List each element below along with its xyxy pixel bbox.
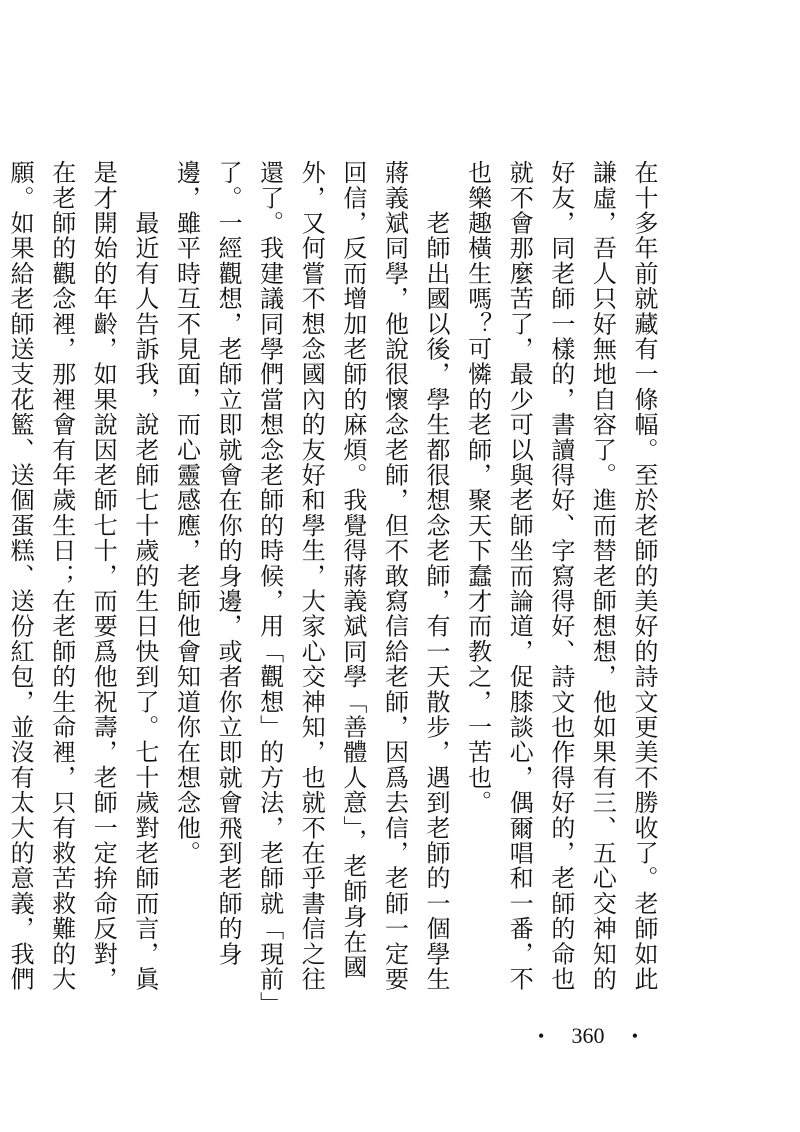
page-number-footer	[538, 1016, 638, 1056]
page-number-left-dot: •	[538, 1025, 545, 1046]
body-text	[0, 160, 664, 1010]
paragraph-3: 最近有人告訴我，說老師七十歲的生日快到了。七十歲對老師而言，眞是才開始的年齡，如果說因老師七十，而要爲他祝壽，老師一定拚命反對，在老師的觀念裡，那裡會有年歲生日；在老師的生命裡，只有救苦救難的大願。如果給老師送支花籃、送個蛋糕、送份紅包，並沒有太大的意義，我們	[6, 160, 159, 992]
page-number-right-dot: •	[631, 1025, 638, 1046]
page-number: 360	[571, 1023, 605, 1048]
paragraph-1: 在十多年前就藏有一條幅。至於老師的美好的詩文更美不勝收了。老師如此謙虛，吾人只好無地自容了。進而替老師想想，他如果有三、五心交神知的好友，同老師一樣的，書讀得好、字寫得好、詩文也作得好的，老師的命也就不會那麼苦了，最少可以與老師坐而論道，促膝談心，偶爾唱和一番，不也樂趣橫生嗎？可憐的老師，聚天下蠢才而教之，一苦也。	[463, 160, 658, 992]
paragraph-2: 老師出國以後，學生都很想念老師，有一天散步，遇到老師的一個學生蔣義斌同學，他說很懷念老師，但不敢寫信給老師，因爲去信，老師一定要回信，反而增加老師的麻煩。我覺得蔣義斌同學「善體人意」，老師身在國外，又何嘗不想念國內的友好和學生，大家心交神知，也就不在乎書信之往還了。我建議同學們當想念老師的時候，用「觀想」的方法，老師就「現前」了。一經觀想，老師立即就會在你的身邊，或者你立即就會飛到老師的身邊，雖平時互不見面，而心靈感應，老師他會知道你在想念他。	[172, 160, 451, 1005]
